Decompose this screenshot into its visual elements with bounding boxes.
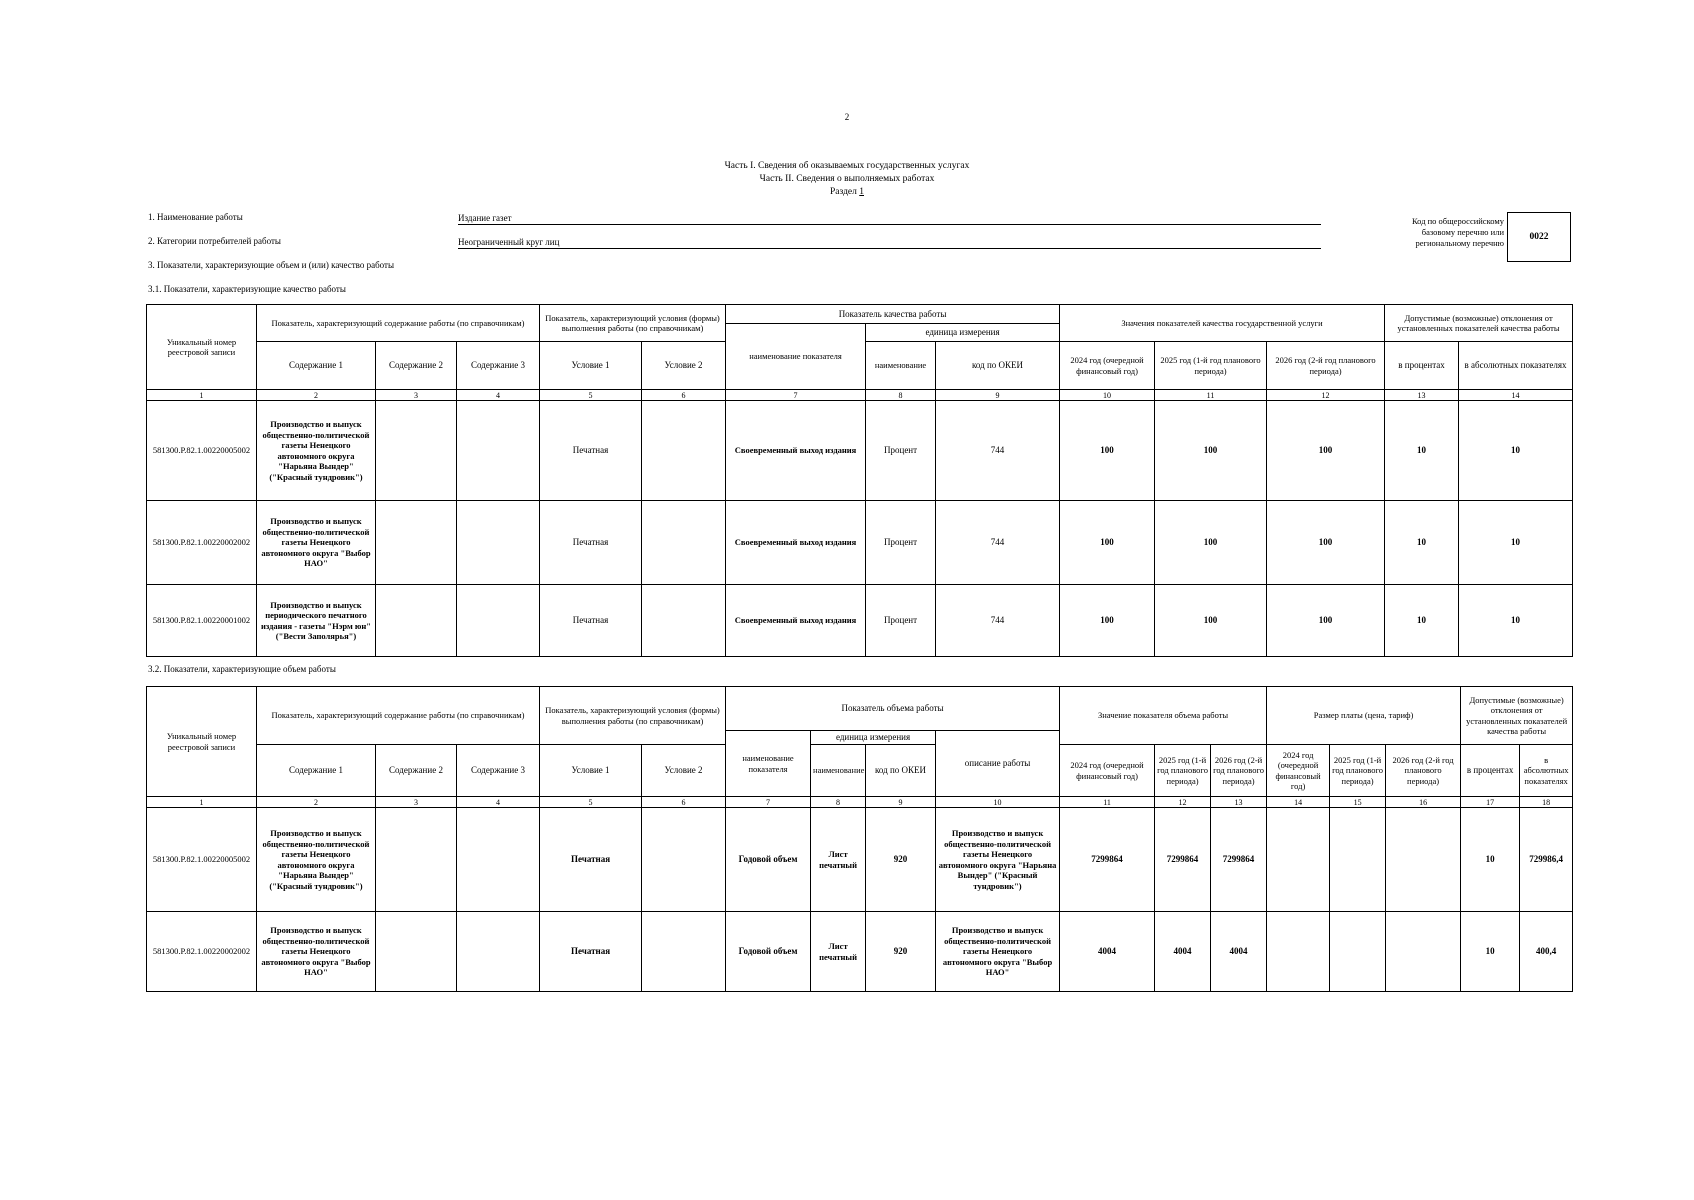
vh-unit-name: наименование <box>811 745 866 797</box>
value-2026: 100 <box>1267 585 1385 657</box>
content-1: Производство и выпуск общественно-политической газеты Ненецкого автономного округа "Выбор НАО" <box>257 912 376 992</box>
okei-code: 744 <box>936 501 1060 585</box>
qh-y2026: 2026 год (2-й год планового периода) <box>1267 342 1385 390</box>
condition-1: Печатная <box>540 585 642 657</box>
content-1: Производство и выпуск общественно-политической газеты Ненецкого автономного округа "Нарьяна Вындер" ("Красный тундровик") <box>257 401 376 501</box>
vh-u1: Условие 1 <box>540 745 642 797</box>
value-2024: 4004 <box>1060 912 1155 992</box>
v-colnum: 12 <box>1155 797 1211 808</box>
q-colnum: 1 <box>147 390 257 401</box>
value-2025: 100 <box>1155 401 1267 501</box>
v-colnum: 7 <box>726 797 811 808</box>
qh-unique: Уникальный номер реестровой записи <box>147 305 257 390</box>
condition-1: Печатная <box>540 501 642 585</box>
indicators-label: 3. Показатели, характеризующие объем и (или) качество работы <box>148 260 395 270</box>
section-prefix: Раздел <box>830 187 860 197</box>
qh-unit: единица измерения <box>866 324 1060 342</box>
okei-code: 744 <box>936 585 1060 657</box>
content-2 <box>376 912 457 992</box>
q-colnum: 13 <box>1385 390 1459 401</box>
vh-unique: Уникальный номер реестровой записи <box>147 687 257 797</box>
condition-2 <box>642 912 726 992</box>
vh-okei: код по ОКЕИ <box>866 745 936 797</box>
qh-u1: Условие 1 <box>540 342 642 390</box>
qh-quality-group: Показатель качества работы <box>726 305 1060 324</box>
deviation-absolute: 10 <box>1459 401 1573 501</box>
value-2025: 4004 <box>1155 912 1211 992</box>
content-3 <box>457 585 540 657</box>
qh-indicator-name: наименование показателя <box>726 324 866 390</box>
qh-c3: Содержание 3 <box>457 342 540 390</box>
deviation-absolute: 10 <box>1459 501 1573 585</box>
qh-content-group: Показатель, характеризующий содержание работы (по справочникам) <box>257 305 540 342</box>
q-colnum: 10 <box>1060 390 1155 401</box>
q-colnum: 8 <box>866 390 936 401</box>
vh-deviation-group: Допустимые (возможные) отклонения от установленных показателей качества работы <box>1461 687 1573 745</box>
value-2025: 100 <box>1155 585 1267 657</box>
title-part-2: Часть II. Сведения о выполняемых работах <box>759 174 935 184</box>
content-2 <box>376 585 457 657</box>
vh-u2: Условие 2 <box>642 745 726 797</box>
value-2026: 100 <box>1267 401 1385 501</box>
content-3 <box>457 912 540 992</box>
vh-content-group: Показатель, характеризующий содержание работы (по справочникам) <box>257 687 540 745</box>
condition-1: Печатная <box>540 912 642 992</box>
vh-y2024: 2024 год (очередной финансовый год) <box>1060 745 1155 797</box>
deviation-percent: 10 <box>1461 912 1520 992</box>
condition-1: Печатная <box>540 808 642 912</box>
v-colnum: 1 <box>147 797 257 808</box>
quality-row <box>147 401 1573 501</box>
v-colnum: 16 <box>1386 797 1461 808</box>
record-id: 581300.Р.82.1.00220002002 <box>147 501 257 585</box>
fee-2026 <box>1386 808 1461 912</box>
content-3 <box>457 401 540 501</box>
vh-absolute: в абсолютных показателях <box>1520 745 1573 797</box>
quality-row <box>147 501 1573 585</box>
v-colnum: 15 <box>1330 797 1386 808</box>
work-name-field <box>458 212 1321 225</box>
value-2024: 7299864 <box>1060 808 1155 912</box>
v-colnum: 18 <box>1520 797 1573 808</box>
value-2026: 4004 <box>1211 912 1267 992</box>
qh-u2: Условие 2 <box>642 342 726 390</box>
work-name-value: Издание газет <box>458 213 512 223</box>
fee-2024 <box>1267 912 1330 992</box>
quality-col-numbers <box>147 390 1573 401</box>
vh-values-group: Значение показателя объема работы <box>1060 687 1267 745</box>
okei-code: 744 <box>936 401 1060 501</box>
qh-y2025: 2025 год (1-й год планового периода) <box>1155 342 1267 390</box>
condition-2 <box>642 501 726 585</box>
volume-table <box>146 686 1573 992</box>
v-colnum: 11 <box>1060 797 1155 808</box>
vh-percent: в процентах <box>1461 745 1520 797</box>
deviation-percent: 10 <box>1385 501 1459 585</box>
deviation-percent: 10 <box>1385 401 1459 501</box>
value-2026: 7299864 <box>1211 808 1267 912</box>
q-colnum: 14 <box>1459 390 1573 401</box>
deviation-absolute: 10 <box>1459 585 1573 657</box>
deviation-percent: 10 <box>1461 808 1520 912</box>
qh-condition-group: Показатель, характеризующий условия (формы) выполнения работы (по справочникам) <box>540 305 726 342</box>
vh-c1: Содержание 1 <box>257 745 376 797</box>
v-colnum: 10 <box>936 797 1060 808</box>
unit-name: Процент <box>866 585 936 657</box>
content-1: Производство и выпуск периодического печатного издания - газеты "Нэрм юн" ("Вести Заполярья") <box>257 585 376 657</box>
vh-f2024: 2024 год (очередной финансовый год) <box>1267 745 1330 797</box>
quality-table <box>146 304 1573 657</box>
v-colnum: 8 <box>811 797 866 808</box>
q-colnum: 9 <box>936 390 1060 401</box>
okei-code: 920 <box>866 912 936 992</box>
deviation-absolute: 729986,4 <box>1520 808 1573 912</box>
vh-c3: Содержание 3 <box>457 745 540 797</box>
condition-2 <box>642 808 726 912</box>
quality-row <box>147 585 1573 657</box>
unit-name: Лист печатный <box>811 912 866 992</box>
volume-row <box>147 808 1573 912</box>
indicator-name: Своевременный выход издания <box>726 401 866 501</box>
vh-volume-group: Показатель объема работы <box>726 687 1060 731</box>
v-colnum: 17 <box>1461 797 1520 808</box>
q-colnum: 5 <box>540 390 642 401</box>
qh-c2: Содержание 2 <box>376 342 457 390</box>
record-id: 581300.Р.82.1.00220001002 <box>147 585 257 657</box>
work-name-label: 1. Наименование работы <box>148 212 243 222</box>
value-2024: 100 <box>1060 585 1155 657</box>
unit-name: Процент <box>866 401 936 501</box>
record-id: 581300.Р.82.1.00220002002 <box>147 912 257 992</box>
fee-2025 <box>1330 912 1386 992</box>
vh-c2: Содержание 2 <box>376 745 457 797</box>
v-colnum: 13 <box>1211 797 1267 808</box>
indicator-name: Своевременный выход издания <box>726 585 866 657</box>
q-colnum: 11 <box>1155 390 1267 401</box>
indicator-name: Годовой объем <box>726 808 811 912</box>
condition-2 <box>642 585 726 657</box>
qh-unit-name: наименование <box>866 342 936 390</box>
q-colnum: 7 <box>726 390 866 401</box>
deviation-absolute: 400,4 <box>1520 912 1573 992</box>
volume-col-numbers <box>147 797 1573 808</box>
content-1: Производство и выпуск общественно-политической газеты Ненецкого автономного округа "Выбор НАО" <box>257 501 376 585</box>
value-2024: 100 <box>1060 401 1155 501</box>
qh-values-group: Значения показателей качества государственной услуги <box>1060 305 1385 342</box>
title-part-1: Часть I. Сведения об оказываемых государственных услугах <box>724 161 970 171</box>
unit-name: Процент <box>866 501 936 585</box>
content-3 <box>457 501 540 585</box>
value-2026: 100 <box>1267 501 1385 585</box>
page-number: 2 <box>844 112 850 122</box>
q-colnum: 4 <box>457 390 540 401</box>
value-2024: 100 <box>1060 501 1155 585</box>
volume-row <box>147 912 1573 992</box>
vh-unit: единица измерения <box>811 731 936 745</box>
content-2 <box>376 501 457 585</box>
vh-f2026: 2026 год (2-й год планового периода) <box>1386 745 1461 797</box>
quality-section-label: 3.1. Показатели, характеризующие качество работы <box>148 284 346 294</box>
qh-okei: код по ОКЕИ <box>936 342 1060 390</box>
section-title <box>0 186 1694 199</box>
fee-2024 <box>1267 808 1330 912</box>
okei-code: 920 <box>866 808 936 912</box>
code-box: 0022 <box>1507 212 1571 262</box>
v-colnum: 9 <box>866 797 936 808</box>
qh-absolute: в абсолютных показателях <box>1459 342 1573 390</box>
section-number: 1 <box>859 187 864 197</box>
vh-indicator-name: наименование показателя <box>726 731 811 797</box>
v-colnum: 5 <box>540 797 642 808</box>
q-colnum: 12 <box>1267 390 1385 401</box>
condition-2 <box>642 401 726 501</box>
qh-c1: Содержание 1 <box>257 342 376 390</box>
v-colnum: 3 <box>376 797 457 808</box>
value-2025: 100 <box>1155 501 1267 585</box>
vh-y2025: 2025 год (1-й год планового периода) <box>1155 745 1211 797</box>
record-id: 581300.Р.82.1.00220005002 <box>147 401 257 501</box>
record-id: 581300.Р.82.1.00220005002 <box>147 808 257 912</box>
consumers-field <box>458 236 1321 249</box>
content-3 <box>457 808 540 912</box>
indicator-name: Своевременный выход издания <box>726 501 866 585</box>
content-2 <box>376 401 457 501</box>
q-colnum: 3 <box>376 390 457 401</box>
v-colnum: 2 <box>257 797 376 808</box>
v-colnum: 6 <box>642 797 726 808</box>
consumers-value: Неограниченный круг лиц <box>458 237 560 247</box>
vh-y2026: 2026 год (2-й год планового периода) <box>1211 745 1267 797</box>
v-colnum: 4 <box>457 797 540 808</box>
condition-1: Печатная <box>540 401 642 501</box>
qh-deviation-group: Допустимые (возможные) отклонения от установленных показателей качества работы <box>1385 305 1573 342</box>
q-colnum: 6 <box>642 390 726 401</box>
unit-name: Лист печатный <box>811 808 866 912</box>
indicator-name: Годовой объем <box>726 912 811 992</box>
v-colnum: 14 <box>1267 797 1330 808</box>
vh-f2025: 2025 год (1-й год планового периода) <box>1330 745 1386 797</box>
qh-y2024: 2024 год (очередной финансовый год) <box>1060 342 1155 390</box>
deviation-percent: 10 <box>1385 585 1459 657</box>
fee-2026 <box>1386 912 1461 992</box>
work-description: Производство и выпуск общественно-политической газеты Ненецкого автономного округа "Выбор НАО" <box>936 912 1060 992</box>
vh-description: описание работы <box>936 731 1060 797</box>
consumers-label: 2. Категории потребителей работы <box>148 236 281 246</box>
vh-condition-group: Показатель, характеризующий условия (формы) выполнения работы (по справочникам) <box>540 687 726 745</box>
qh-percent: в процентах <box>1385 342 1459 390</box>
value-2025: 7299864 <box>1155 808 1211 912</box>
content-2 <box>376 808 457 912</box>
code-label: Код по общероссийскому базовому перечню или региональному перечню <box>1411 216 1504 248</box>
document-titles <box>0 160 1694 199</box>
vh-fee-group: Размер платы (цена, тариф) <box>1267 687 1461 745</box>
volume-section-label: 3.2. Показатели, характеризующие объем работы <box>148 664 336 674</box>
work-description: Производство и выпуск общественно-политической газеты Ненецкого автономного округа "Нарьяна Вындер" ("Красный тундровик") <box>936 808 1060 912</box>
content-1: Производство и выпуск общественно-политической газеты Ненецкого автономного округа "Нарьяна Вындер" ("Красный тундровик") <box>257 808 376 912</box>
fee-2025 <box>1330 808 1386 912</box>
q-colnum: 2 <box>257 390 376 401</box>
